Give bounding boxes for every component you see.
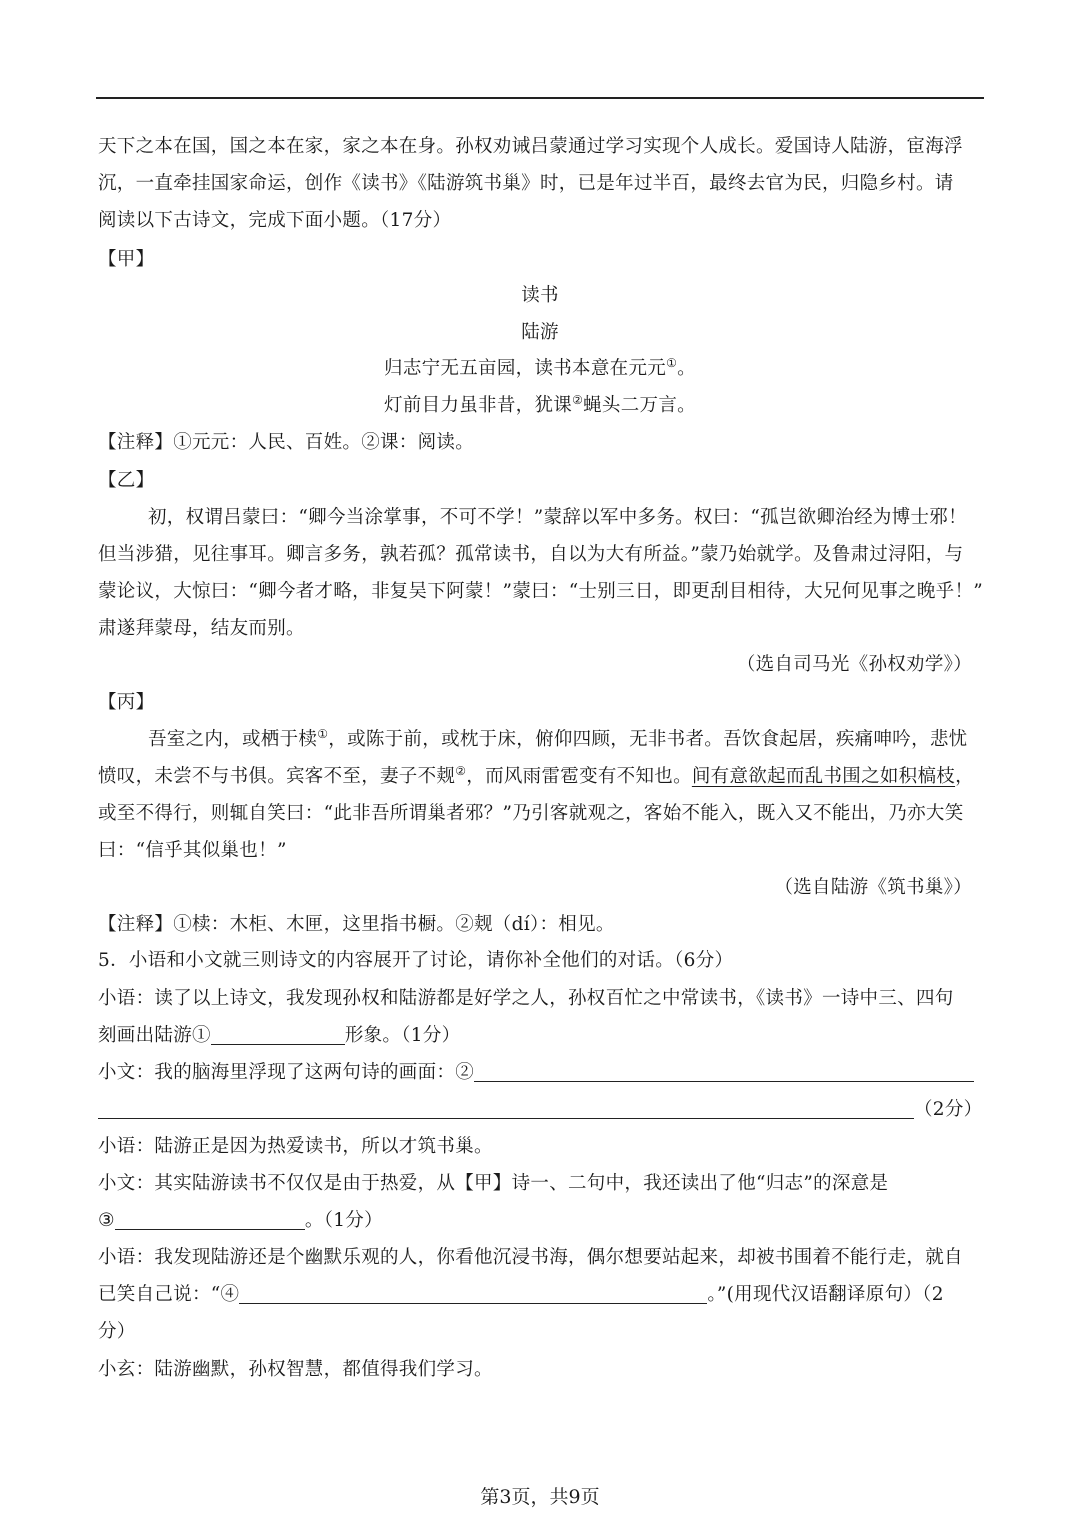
dialogue-6: 小玄：陆游幽默，孙权智慧，都值得我们学习。: [98, 1359, 493, 1380]
bing-line-2: [98, 762, 974, 788]
answer-blank-1[interactable]: [211, 1026, 345, 1045]
answer-blank-2[interactable]: [474, 1063, 974, 1082]
dialogue-5a: 小语：我发现陆游还是个幽默乐观的人，你看他沉浸书海，偶尔想要站起来，却被书围着不能行走，就自: [98, 1247, 963, 1268]
bing-line-1-rest: ，或陈于前，或枕于床，俯仰四顾，无非书者。吾饮食起居，疾痛呻吟，悲忧: [328, 729, 968, 750]
dialogue-2-text: 小文：我的脑海里浮现了这两句诗的画面：②: [98, 1062, 475, 1083]
footnote-mark: ②: [572, 392, 584, 407]
bing-line-1-text: 吾室之内，或栖于椟: [148, 729, 318, 750]
answer-blank-4[interactable]: [239, 1285, 707, 1304]
yi-line-4: 肃遂拜蒙母，结友而别。: [98, 618, 305, 639]
underlined-sentence: 间有意欲起而乱书围之如积槁枝: [691, 766, 956, 787]
poem-line-2-text: 灯前目力虽非昔，犹课: [384, 395, 573, 416]
section-yi-label: 【乙】: [98, 470, 155, 491]
intro-line-3: 阅读以下古诗文，完成下面小题。（17分）: [98, 210, 452, 231]
poem-title: 读书: [521, 285, 559, 306]
bing-line-3: 或至不得行，则辄自笑曰：“此非吾所谓巢者邪？”乃引客就观之，客始不能入，既入又不能出，乃亦大笑: [98, 803, 964, 824]
bing-line-2-end: ，: [955, 766, 974, 787]
intro-line-2: 沉，一直牵挂国家命运，创作《读书》《陆游筑书巢》时，已是年过半百，最终去官为民，归隐乡村。请: [98, 173, 954, 194]
dialogue-2: [98, 1058, 974, 1084]
yi-line-2: 但当涉猎，见往事耳。卿言多务，孰若孤？孤常读书，自以为大有所益。”蒙乃始就学。及鲁肃过浔阳，与: [98, 544, 964, 565]
dialogue-5c: 分）: [98, 1321, 136, 1342]
question-title: 5．小语和小文就三则诗文的内容展开了讨论，请你补全他们的对话。（6分）: [98, 950, 734, 971]
poem-line-1: [0, 354, 1080, 380]
intro-line-1: 天下之本在国，国之本在家，家之本在身。孙权劝诫吕蒙通过学习实现个人成长。爱国诗人陆游，宦海浮: [98, 136, 963, 157]
footnote-mark: ①: [666, 355, 678, 370]
yi-line-1: 初，权谓吕蒙曰：“卿今当涂掌事，不可不学！”蒙辞以军中多务。权曰：“孤岂欲卿治经为博士邪！: [148, 507, 967, 528]
poem-line-1-text: 归志宁无五亩园，读书本意在元元: [384, 358, 667, 379]
answer-blank-3[interactable]: [115, 1211, 305, 1230]
footnote-mark: ②: [455, 763, 467, 778]
bing-line-4: 曰：“信乎其似巢也！”: [98, 840, 287, 861]
jia-note: 【注释】①元元：人民、百姓。②课：阅读。: [98, 432, 475, 453]
bing-note: 【注释】①椟：木柜、木匣，这里指书橱。②觌（dí）：相见。: [98, 914, 615, 935]
poem-line-2: [0, 391, 1080, 417]
dialogue-5b-text: 已笑自己说：“④: [98, 1284, 240, 1305]
dialogue-4b: [98, 1206, 383, 1232]
bing-line-2-mid: ，而风雨雷雹变有不知也。: [466, 766, 692, 787]
dialogue-5b-end: 。”(用现代汉语翻译原句）（2: [707, 1284, 944, 1305]
answer-blank-2-cont[interactable]: [98, 1100, 914, 1119]
footnote-mark: ①: [317, 726, 329, 741]
dialogue-2-cont: [98, 1095, 982, 1121]
page-footer: 第3页，共9页: [480, 1486, 600, 1508]
yi-source: （选自司马光《孙权劝学》）: [736, 654, 972, 675]
dialogue-1b-end: 形象。（1分）: [344, 1025, 461, 1046]
dialogue-3: 小语：陆游正是因为热爱读书，所以才筑书巢。: [98, 1136, 493, 1157]
header-rule: [96, 97, 984, 99]
dialogue-4b-mark: ③: [98, 1210, 115, 1231]
dialogue-2-score: （2分）: [914, 1099, 983, 1120]
dialogue-4b-end: 。（1分）: [304, 1210, 383, 1231]
dialogue-1b: [98, 1021, 460, 1047]
dialogue-4: 小文：其实陆游读书不仅仅是由于热爱，从【甲】诗一、二句中，我还读出了他“归志”的深意是: [98, 1173, 889, 1194]
section-jia-label: 【甲】: [98, 249, 155, 270]
bing-source: （选自陆游《筑书巢》）: [774, 877, 972, 898]
poem-line-1-end: 。: [677, 358, 696, 379]
dialogue-1a: 小语：读了以上诗文，我发现孙权和陆游都是好学之人，孙权百忙之中常读书，《读书》一诗中三、四句: [98, 988, 954, 1009]
dialogue-1b-text: 刻画出陆游①: [98, 1025, 211, 1046]
poem-author: 陆游: [521, 322, 559, 343]
bing-line-1: [148, 725, 967, 751]
dialogue-5b: [98, 1280, 944, 1306]
bing-line-2-text: 愤叹，未尝不与书俱。宾客不至，妻子不觌: [98, 766, 456, 787]
poem-line-2-end: 蝇头二万言。: [583, 395, 696, 416]
section-bing-label: 【丙】: [98, 692, 155, 713]
yi-line-3: 蒙论议，大惊曰：“卿今者才略，非复吴下阿蒙！”蒙曰：“士别三日，即更刮目相待，大兄何见事之晚乎！”: [98, 581, 984, 602]
